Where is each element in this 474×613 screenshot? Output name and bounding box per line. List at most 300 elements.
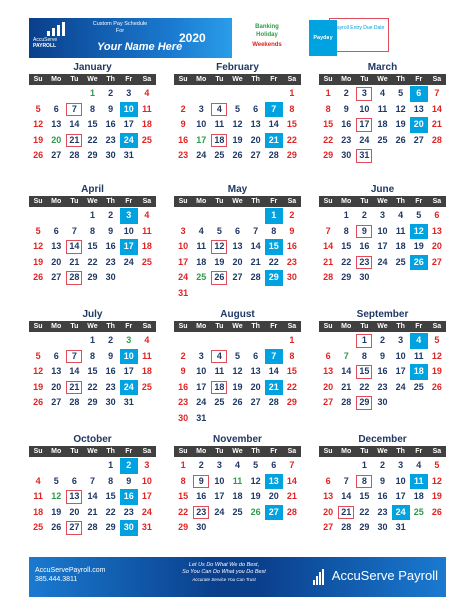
weekday-label: Tu	[215, 76, 224, 83]
weekday-label: Fr	[270, 76, 278, 83]
day-cell: 8	[325, 103, 331, 114]
day-cell: 9	[379, 475, 385, 486]
day-cell: 26	[431, 506, 442, 517]
day-cell: 28	[341, 522, 352, 532]
day-cell: 4	[144, 210, 150, 220]
day-cell: 23	[341, 134, 352, 145]
day-cell: 16	[178, 381, 189, 392]
day-cell: 13	[431, 225, 442, 236]
day-cell: 4	[379, 88, 385, 98]
empty-day	[265, 86, 283, 102]
weekday-label: We	[377, 448, 388, 455]
day-cell: 21	[69, 256, 80, 267]
day-cell: 22	[87, 256, 98, 267]
weekday-label: Sa	[142, 448, 152, 455]
day-cell: 19	[431, 491, 442, 501]
day-cell: 20	[323, 381, 334, 392]
legend-holiday-weekend	[239, 20, 295, 56]
day-cell: 7	[65, 102, 83, 118]
day-cell: 15	[286, 119, 297, 129]
day-cell: 21	[265, 133, 283, 149]
legend-banking: Banking	[255, 24, 279, 30]
day-cell: 29	[286, 150, 297, 160]
weekday-label: Th	[106, 448, 115, 455]
day-cell: 28	[268, 150, 279, 160]
day-cell: 12	[232, 119, 243, 129]
day-cell: 11	[142, 350, 152, 361]
footer-brand: AccuServe Payroll	[331, 568, 438, 583]
day-cell: 18	[141, 366, 152, 376]
day-cell: 24	[359, 134, 370, 145]
empty-day	[319, 458, 337, 474]
day-cell: 31	[395, 522, 406, 532]
day-cell: 3	[144, 460, 150, 470]
day-cell: 6	[253, 350, 259, 361]
day-cell: 4	[210, 102, 228, 118]
month-december	[319, 434, 446, 536]
day-cell: 30	[359, 272, 370, 282]
day-cell: 14	[268, 366, 279, 376]
day-cell: 10	[395, 475, 406, 486]
day-cell: 6	[53, 225, 59, 236]
day-cell: 8	[343, 225, 349, 236]
month-title: July	[82, 309, 103, 320]
day-cell: 13	[413, 103, 424, 114]
tagline-line2: So You Can Do What you Do Best	[182, 569, 266, 575]
empty-day	[247, 86, 265, 102]
schedule-line1: Custom Pay Schedule	[92, 21, 148, 27]
day-cell: 6	[325, 350, 331, 361]
day-cell: 30	[377, 522, 388, 532]
day-cell: 27	[431, 256, 442, 267]
day-cell: 27	[265, 505, 283, 521]
weekday-label: We	[232, 76, 243, 83]
day-cell: 29	[87, 272, 98, 282]
day-cell: 10	[214, 475, 225, 486]
day-cell: 11	[410, 474, 428, 490]
footer-banner	[29, 557, 446, 597]
footer-phone: 385.444.3811	[35, 576, 78, 583]
day-cell: 23	[105, 256, 116, 267]
day-cell: 16	[178, 134, 189, 145]
weekday-label: Tu	[360, 76, 369, 83]
day-cell: 29	[341, 272, 352, 282]
weekday-label: Tu	[215, 323, 224, 330]
day-cell: 19	[395, 119, 406, 129]
day-cell: 7	[325, 225, 331, 236]
weekday-label: Th	[106, 76, 115, 83]
day-cell: 8	[289, 350, 295, 361]
day-cell: 22	[178, 506, 189, 517]
day-cell: 14	[65, 239, 83, 255]
day-cell: 4	[234, 460, 240, 470]
day-cell: 13	[51, 119, 62, 129]
day-cell: 25	[141, 381, 152, 392]
weekday-header	[29, 196, 156, 207]
day-cell: 13	[51, 366, 62, 376]
weekday-label: Fr	[125, 198, 133, 205]
day-cell: 26	[232, 397, 243, 407]
weekday-header	[29, 446, 156, 457]
day-cell: 25	[141, 256, 152, 267]
empty-day	[47, 458, 65, 474]
day-cell: 25	[377, 134, 388, 145]
day-cell: 3	[198, 103, 204, 114]
day-cell: 19	[431, 366, 442, 376]
weekday-label: We	[377, 323, 388, 330]
empty-day	[192, 208, 210, 224]
month-august	[174, 309, 301, 426]
day-cell: 3	[180, 225, 186, 236]
day-cell: 2	[289, 210, 295, 220]
day-cell: 17	[377, 241, 388, 251]
day-cell: 10	[395, 350, 406, 361]
weekday-label: Su	[178, 448, 188, 455]
weekday-header	[319, 446, 446, 457]
day-cell: 2	[343, 88, 349, 98]
day-cell: 27	[51, 150, 62, 160]
day-cell: 28	[250, 272, 261, 282]
days-grid	[174, 208, 301, 301]
weekday-label: Sa	[142, 198, 152, 205]
day-cell: 1	[325, 88, 331, 98]
day-cell: 25	[33, 522, 44, 532]
day-cell: 10	[123, 225, 134, 236]
weekday-label: Tu	[70, 76, 79, 83]
day-cell: 11	[395, 225, 406, 236]
day-cell: 5	[35, 225, 41, 236]
day-cell: 11	[214, 366, 225, 376]
day-cell: 15	[355, 364, 373, 380]
day-cell: 21	[250, 256, 261, 267]
day-cell: 7	[71, 225, 77, 236]
day-cell: 21	[323, 256, 334, 267]
day-cell: 31	[196, 412, 207, 423]
day-cell: 25	[214, 397, 225, 407]
day-cell: 4	[198, 225, 204, 236]
days-grid	[29, 333, 156, 411]
schedule-line2: For	[115, 28, 125, 34]
day-cell: 1	[343, 210, 349, 220]
day-cell: 8	[289, 103, 295, 114]
day-cell: 14	[87, 491, 98, 501]
month-title: October	[73, 434, 112, 445]
day-cell: 20	[69, 506, 80, 517]
logo	[33, 22, 81, 54]
day-cell: 10	[141, 475, 152, 486]
weekday-label: We	[87, 76, 98, 83]
day-cell: 20	[250, 134, 261, 145]
day-cell: 11	[232, 475, 243, 486]
brand-bars-icon	[313, 569, 324, 585]
empty-day	[247, 333, 265, 349]
footer-tagline	[169, 562, 279, 583]
day-cell: 5	[53, 475, 59, 486]
schedule-title	[85, 21, 155, 35]
day-cell: 11	[142, 225, 152, 236]
weekday-label: Sa	[432, 448, 442, 455]
day-cell: 5	[434, 460, 440, 470]
day-cell: 13	[51, 241, 62, 251]
day-cell: 15	[87, 366, 98, 376]
day-cell: 6	[325, 475, 331, 486]
day-cell: 27	[323, 397, 334, 407]
day-cell: 6	[53, 103, 59, 114]
day-cell: 4	[35, 475, 41, 486]
days-grid	[29, 208, 156, 286]
day-cell: 19	[232, 381, 243, 392]
day-cell: 8	[89, 225, 95, 236]
tagline-line3: Accurate Service You Can Trust	[192, 577, 256, 582]
weekday-label: Tu	[215, 198, 224, 205]
weekday-label: Th	[251, 448, 260, 455]
day-cell: 31	[141, 522, 152, 532]
day-cell: 23	[178, 150, 189, 160]
day-cell: 28	[431, 134, 442, 145]
day-cell: 30	[105, 272, 116, 282]
day-cell: 16	[105, 241, 116, 251]
day-cell: 15	[359, 491, 370, 501]
day-cell: 13	[65, 489, 83, 505]
day-cell: 12	[232, 366, 243, 376]
day-cell: 29	[87, 150, 98, 160]
footer-contact	[35, 566, 105, 584]
days-grid	[29, 458, 156, 536]
day-cell: 29	[323, 150, 334, 160]
weekday-label: Th	[251, 323, 260, 330]
day-cell: 13	[232, 241, 243, 251]
empty-day	[65, 86, 83, 102]
weekday-label: Mo	[51, 448, 62, 455]
day-cell: 29	[105, 522, 116, 532]
empty-day	[65, 458, 83, 474]
day-cell: 17	[196, 381, 207, 392]
legend-due-date: Payroll Entry Due Date	[329, 18, 389, 52]
day-cell: 26	[51, 522, 62, 532]
day-cell: 28	[65, 270, 83, 286]
weekday-header	[174, 446, 301, 457]
day-cell: 7	[289, 460, 295, 470]
weekday-label: Mo	[196, 323, 207, 330]
weekday-label: Mo	[196, 76, 207, 83]
day-cell: 3	[398, 460, 404, 470]
day-cell: 2	[108, 210, 114, 220]
empty-day	[47, 208, 65, 224]
day-cell: 8	[108, 475, 114, 486]
day-cell: 20	[51, 256, 62, 267]
day-cell: 22	[268, 256, 279, 267]
days-grid	[29, 86, 156, 164]
day-cell: 26	[210, 270, 228, 286]
day-cell: 2	[180, 103, 186, 114]
day-cell: 20	[51, 134, 62, 145]
day-cell: 9	[108, 103, 114, 114]
day-cell: 12	[431, 350, 442, 361]
weekday-label: Th	[396, 76, 405, 83]
empty-day	[247, 208, 265, 224]
days-grid	[319, 458, 446, 536]
weekday-label: Su	[33, 198, 43, 205]
day-cell: 20	[268, 491, 279, 501]
empty-day	[29, 333, 47, 349]
month-april	[29, 184, 156, 286]
empty-day	[29, 86, 47, 102]
day-cell: 23	[355, 255, 373, 271]
day-cell: 14	[268, 119, 279, 129]
month-may	[174, 184, 301, 301]
month-title: June	[370, 184, 395, 195]
day-cell: 4	[144, 88, 150, 98]
day-cell: 16	[286, 241, 297, 251]
empty-day	[265, 333, 283, 349]
day-cell: 14	[341, 491, 352, 501]
day-cell: 17	[141, 491, 152, 501]
month-february	[174, 62, 301, 164]
legend-holiday: Holiday	[256, 32, 278, 38]
day-cell: 20	[232, 256, 243, 267]
day-cell: 29	[178, 522, 189, 532]
empty-day	[228, 86, 246, 102]
day-cell: 22	[105, 506, 116, 517]
day-cell: 12	[250, 475, 261, 486]
days-grid	[319, 333, 446, 411]
weekday-label: Su	[33, 76, 43, 83]
day-cell: 18	[395, 241, 406, 251]
day-cell: 23	[286, 256, 297, 267]
day-cell: 27	[51, 272, 62, 282]
day-cell: 22	[323, 134, 334, 145]
day-cell: 19	[51, 506, 62, 517]
day-cell: 12	[431, 475, 442, 486]
day-cell: 17	[395, 366, 406, 376]
day-cell: 11	[414, 350, 424, 361]
day-cell: 1	[89, 210, 95, 220]
day-cell: 31	[123, 150, 134, 160]
day-cell: 2	[180, 350, 186, 361]
day-cell: 30	[286, 272, 297, 282]
day-cell: 27	[323, 522, 334, 532]
day-cell: 1	[108, 460, 114, 470]
day-cell: 29	[286, 397, 297, 407]
day-cell: 2	[379, 335, 385, 345]
day-cell: 2	[108, 335, 114, 345]
weekday-label: Tu	[360, 323, 369, 330]
day-cell: 22	[359, 506, 370, 517]
day-cell: 18	[232, 491, 243, 501]
weekday-label: Fr	[270, 448, 278, 455]
day-cell: 11	[214, 119, 225, 129]
day-cell: 21	[286, 491, 297, 501]
day-cell: 10	[120, 102, 138, 118]
header-blue-panel	[29, 18, 232, 58]
day-cell: 14	[250, 241, 261, 251]
day-cell: 19	[232, 134, 243, 145]
day-cell: 22	[286, 381, 297, 392]
day-cell: 30	[178, 412, 189, 423]
day-cell: 24	[141, 506, 152, 517]
day-cell: 28	[341, 397, 352, 407]
day-cell: 9	[108, 225, 114, 236]
day-cell: 26	[33, 272, 44, 282]
day-cell: 3	[398, 335, 404, 345]
weekday-label: Su	[178, 323, 188, 330]
day-cell: 5	[434, 335, 440, 345]
weekday-label: Tu	[360, 198, 369, 205]
day-cell: 24	[120, 133, 138, 149]
day-cell: 23	[377, 506, 388, 517]
weekday-label: Sa	[142, 76, 152, 83]
weekday-label: Mo	[341, 448, 352, 455]
header-banner	[29, 18, 446, 58]
weekday-label: We	[377, 76, 388, 83]
day-cell: 21	[337, 505, 355, 521]
empty-day	[65, 333, 83, 349]
day-cell: 7	[65, 349, 83, 365]
weekday-label: Su	[323, 448, 333, 455]
day-cell: 8	[361, 350, 367, 361]
empty-day	[319, 208, 337, 224]
day-cell: 26	[232, 150, 243, 160]
day-cell: 24	[178, 272, 189, 282]
day-cell: 18	[141, 241, 152, 251]
weekday-label: Th	[106, 198, 115, 205]
day-cell: 31	[123, 397, 134, 407]
legend-payday: Payday	[309, 20, 337, 56]
month-title: August	[220, 309, 255, 320]
weekday-label: Mo	[341, 198, 352, 205]
day-cell: 18	[377, 119, 388, 129]
empty-day	[192, 86, 210, 102]
logo-bars-icon	[47, 22, 81, 36]
weekday-label: Su	[323, 323, 333, 330]
day-cell: 10	[377, 225, 388, 236]
weekday-label: Fr	[125, 76, 133, 83]
day-cell: 20	[51, 381, 62, 392]
day-cell: 19	[33, 256, 44, 267]
month-title: May	[227, 184, 248, 195]
day-cell: 3	[126, 335, 132, 345]
day-cell: 15	[87, 119, 98, 129]
weekday-label: Fr	[415, 448, 423, 455]
month-june	[319, 184, 446, 286]
days-grid	[174, 458, 301, 536]
month-title: December	[358, 434, 407, 445]
weekday-label: Mo	[196, 198, 207, 205]
day-cell: 14	[286, 475, 297, 486]
day-cell: 16	[120, 489, 138, 505]
weekday-label: Sa	[287, 448, 297, 455]
day-cell: 18	[210, 133, 228, 149]
day-cell: 9	[108, 350, 114, 361]
day-cell: 12	[33, 119, 44, 129]
weekday-label: Tu	[360, 448, 369, 455]
weekday-label: Su	[323, 198, 333, 205]
day-cell: 16	[377, 491, 388, 501]
weekday-label: Mo	[51, 323, 62, 330]
weekday-label: Fr	[415, 76, 423, 83]
weekday-header	[174, 74, 301, 85]
day-cell: 26	[250, 506, 261, 517]
weekday-header	[319, 196, 446, 207]
day-cell: 2	[361, 210, 367, 220]
day-cell: 14	[69, 119, 80, 129]
day-cell: 12	[210, 239, 228, 255]
day-cell: 1	[355, 333, 373, 349]
day-cell: 23	[192, 505, 210, 521]
day-cell: 20	[431, 241, 442, 251]
day-cell: 31	[355, 148, 373, 164]
day-cell: 26	[33, 397, 44, 407]
